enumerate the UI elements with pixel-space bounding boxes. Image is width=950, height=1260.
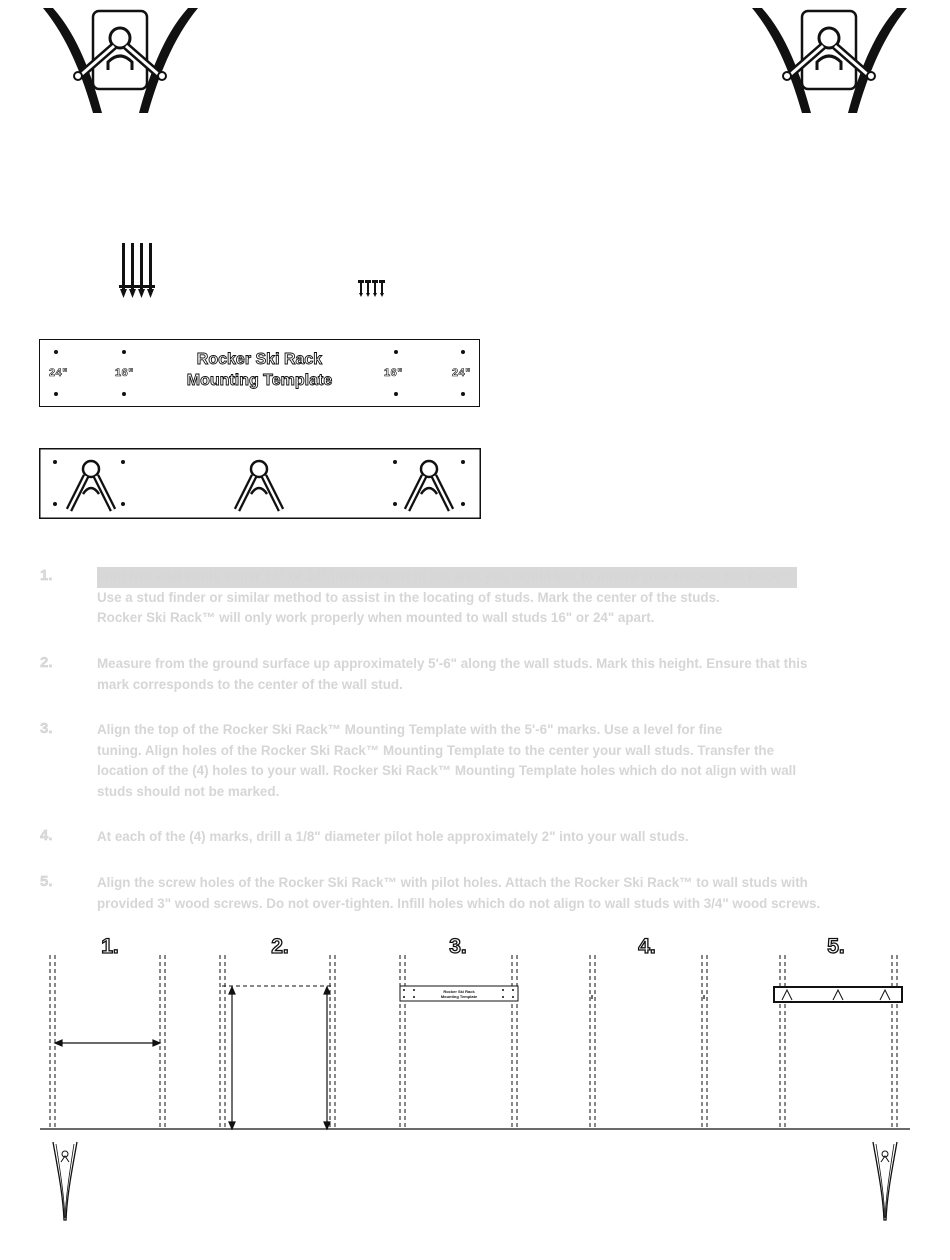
mark-24-left: 24" [49,367,68,379]
ski-icon-right [870,1140,900,1222]
hole-marker [461,392,465,396]
ski-rack-icon-right [747,8,912,113]
step-diagrams [0,955,950,1135]
step-line: Align the screw holes of the Rocker Ski Rack™ with pilot holes. Attach the Rocker Ski Rack™ to wall studs with [97,875,808,890]
hole-marker [54,392,58,396]
step-line: mark corresponds to the center of the wall stud. [97,676,403,692]
mounting-template [39,339,480,407]
diagram-label-1: 1. [101,935,119,958]
step-line: provided 3" wood screws. Do not over-tighten. Infill holes which do not align to wall studs with 3/4" wood screws. [97,895,821,911]
mark-16-left: 16" [115,367,134,379]
mark-16-right: 16" [384,367,403,379]
diagram-label-4: 4. [638,935,656,958]
diagram-label-5: 5. [827,935,845,958]
step-number: 4. [40,827,53,844]
step-line: tuning. Align holes of the Rocker Ski Rack™ Mounting Template to the center your wall studs. Transfer the [97,742,775,758]
template-title-line1: Rocker Ski Rack [196,351,323,368]
mini-template-title-1: Rocker Ski Rack [443,989,475,994]
step-number: 1. [40,567,53,584]
short-screws-icon [355,280,385,298]
step-number: 2. [40,654,53,671]
step-line: Align the top of the Rocker Ski Rack™ Mounting Template with the 5'-6" marks. Use a level for fine [97,722,723,737]
step-line: Rocker Ski Rack™ will only work properly when mounted to wall studs 16" or 24" apart. [97,610,655,625]
template-title-line2: Mounting Template [186,372,333,389]
ski-icon-left [50,1140,80,1222]
ski-rack-icon-left [38,8,203,113]
long-screws-icon [115,243,160,299]
step-line: At each of the (4) marks, drill a 1/8" diameter pilot hole approximately 2" into your wall studs. [97,829,689,844]
step-line: studs should not be marked. [97,783,280,799]
ski-rack-front-view [39,448,481,519]
step-number: 5. [40,873,53,890]
hole-marker [122,392,126,396]
mini-template-title-2: Mounting Template [440,994,478,999]
step-line: Measure from the ground surface up approximately 5'-6" along the wall studs. Mark this height. Ensure that this [97,656,808,671]
mark-24-right: 24" [452,367,471,379]
step-line: Find two wall studs either 16" or 24" inches apart in the area you would like to mount your Rocker Ski Rack™. [97,567,797,588]
diagram-label-2: 2. [271,935,289,958]
diagram-label-3: 3. [449,935,467,958]
hole-marker [394,392,398,396]
step-line: Use a stud finder or similar method to assist in the locating of studs. Mark the center of the studs. [97,589,720,605]
step-number: 3. [40,720,53,737]
step-line: location of the (4) holes to your wall. Rocker Ski Rack™ Mounting Template holes which do not align with wall [97,763,797,778]
